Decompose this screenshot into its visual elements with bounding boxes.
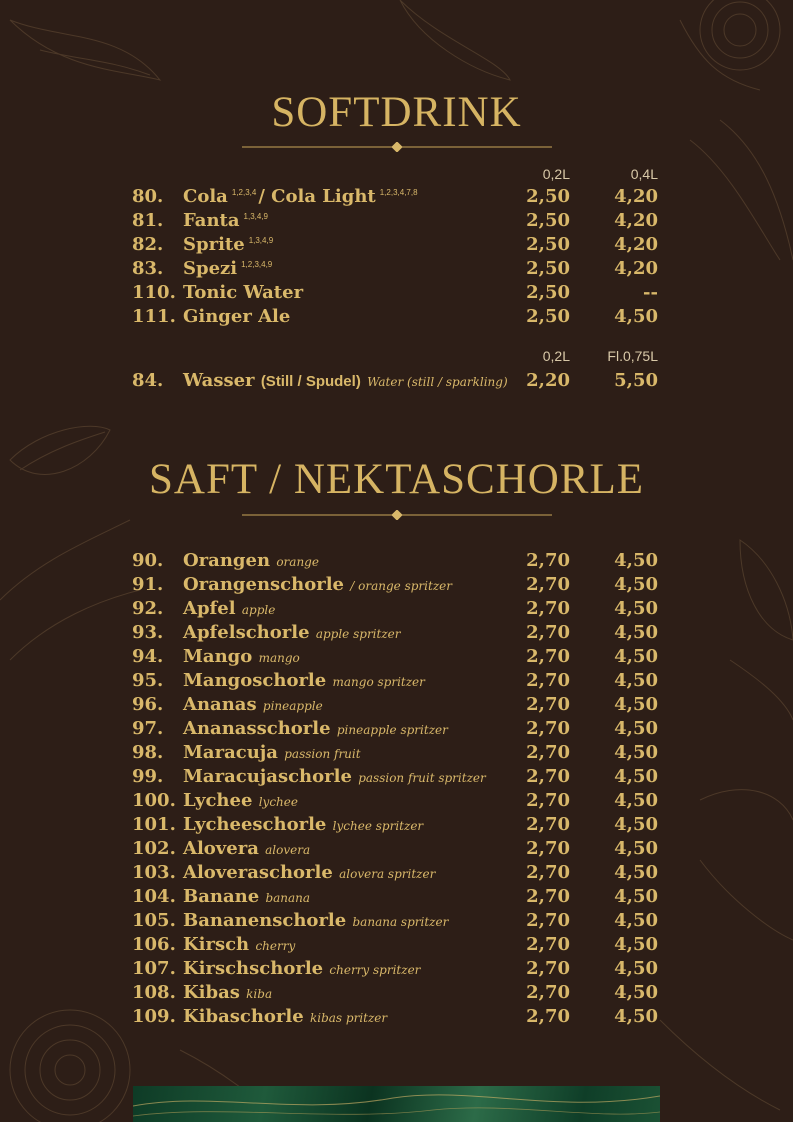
- price-large: 4,50: [614, 862, 658, 883]
- item-number: 107.: [132, 958, 176, 979]
- price-large: 4,20: [614, 186, 658, 207]
- item-number: 111.: [132, 306, 176, 327]
- menu-item: [132, 234, 658, 258]
- item-name: Alovera alovera: [183, 838, 311, 859]
- price-small: 2,70: [526, 622, 570, 643]
- price-small: 2,70: [526, 670, 570, 691]
- item-translation: alovera spritzer: [339, 867, 436, 881]
- item-translation: orange: [276, 555, 319, 569]
- item-translation: lychee: [258, 795, 298, 809]
- menu-item: [132, 186, 658, 210]
- marble-veins: [133, 1086, 660, 1122]
- price-large: 5,50: [614, 370, 658, 391]
- price-large: 4,20: [614, 210, 658, 231]
- price-small: 2,70: [526, 982, 570, 1003]
- item-name: Fanta $^{1,3,4,9}$: [183, 210, 268, 231]
- price-small: 2,70: [526, 646, 570, 667]
- section-title-softdrink: SOFTDRINK: [271, 89, 522, 136]
- price-small: 2,70: [526, 862, 570, 883]
- size-header-large: 0,4L: [630, 166, 658, 182]
- price-small: 2,70: [526, 790, 570, 811]
- item-translation: mango: [258, 651, 300, 665]
- menu-item: [132, 670, 658, 694]
- price-large: 4,50: [614, 718, 658, 739]
- price-small: 2,50: [526, 210, 570, 231]
- item-number: 108.: [132, 982, 176, 1003]
- title-divider: [242, 510, 552, 520]
- item-number: 91.: [132, 574, 164, 595]
- item-name: Bananenschorle banana spritzer: [183, 910, 449, 931]
- item-number: 103.: [132, 862, 176, 883]
- price-large: 4,50: [614, 670, 658, 691]
- item-name: Ananasschorle pineapple spritzer: [183, 718, 448, 739]
- item-translation: passion fruit: [284, 747, 361, 761]
- price-small: 2,70: [526, 958, 570, 979]
- menu-item: [132, 646, 658, 670]
- item-number: 80.: [132, 186, 164, 207]
- item-name: Ginger Ale: [183, 306, 291, 327]
- item-name: Wasser (Still / Spudel) Water (still / sparkling): [183, 370, 508, 391]
- price-large: 4,50: [614, 814, 658, 835]
- item-number: 99.: [132, 766, 164, 787]
- menu-item: [132, 598, 658, 622]
- menu-item: [132, 934, 658, 958]
- item-translation: apple: [241, 603, 276, 617]
- item-name: Kirschschorle cherry spritzer: [183, 958, 421, 979]
- menu-item: [132, 886, 658, 910]
- item-name: Mangoschorle mango spritzer: [183, 670, 425, 691]
- size-header: [132, 348, 658, 368]
- price-large: 4,20: [614, 234, 658, 255]
- item-number: 92.: [132, 598, 164, 619]
- item-translation: alovera: [265, 843, 311, 857]
- price-small: 2,70: [526, 694, 570, 715]
- item-translation: banana spritzer: [352, 915, 449, 929]
- item-number: 82.: [132, 234, 164, 255]
- menu-item: [132, 370, 658, 394]
- item-translation: / orange spritzer: [350, 579, 452, 593]
- item-name: Sprite $^{1,3,4,9}$: [183, 234, 274, 255]
- price-large: 4,50: [614, 886, 658, 907]
- item-number: 81.: [132, 210, 164, 231]
- menu-item: [132, 622, 658, 646]
- item-number: 110.: [132, 282, 176, 303]
- item-number: 94.: [132, 646, 164, 667]
- item-number: 83.: [132, 258, 164, 279]
- menu-item: [132, 1006, 658, 1030]
- item-number: 101.: [132, 814, 176, 835]
- price-large: 4,50: [614, 742, 658, 763]
- price-large: 4,50: [614, 694, 658, 715]
- menu-item: [132, 718, 658, 742]
- item-name: Ananas pineapple: [183, 694, 323, 715]
- menu-item: [132, 814, 658, 838]
- price-large: 4,50: [614, 958, 658, 979]
- price-large: 4,50: [614, 766, 658, 787]
- item-name: Cola $^{1,2,3,4}$ / Cola Light $^{1,2,3,4,7,8}$: [183, 186, 418, 207]
- price-small: 2,50: [526, 234, 570, 255]
- item-name: Lychee lychee: [183, 790, 298, 811]
- item-name: Aloveraschorle alovera spritzer: [183, 862, 436, 883]
- item-number: 109.: [132, 1006, 176, 1027]
- section-title-saft: SAFT / NEKTASCHORLE: [149, 456, 644, 503]
- price-large: 4,20: [614, 258, 658, 279]
- price-small: 2,70: [526, 814, 570, 835]
- price-small: 2,70: [526, 742, 570, 763]
- item-translation: pineapple: [262, 699, 323, 713]
- item-name: Kibas kiba: [183, 982, 273, 1003]
- price-small: 2,70: [526, 550, 570, 571]
- item-name: Tonic Water: [183, 282, 304, 303]
- size-header: [132, 166, 658, 186]
- menu-item: [132, 742, 658, 766]
- menu-item: [132, 790, 658, 814]
- item-name: Spezi $^{1,2,3,4,9}$: [183, 258, 273, 279]
- marble-strip: [133, 1086, 660, 1122]
- menu-item: [132, 958, 658, 982]
- menu-item: [132, 694, 658, 718]
- price-small: 2,70: [526, 910, 570, 931]
- price-large: 4,50: [614, 598, 658, 619]
- item-number: 96.: [132, 694, 164, 715]
- item-number: 95.: [132, 670, 164, 691]
- price-large: 4,50: [614, 646, 658, 667]
- price-large: 4,50: [614, 982, 658, 1003]
- menu-item: [132, 910, 658, 934]
- price-small: 2,70: [526, 574, 570, 595]
- price-small: 2,20: [526, 370, 570, 391]
- item-translation: passion fruit spritzer: [358, 771, 486, 785]
- price-small: 2,70: [526, 598, 570, 619]
- price-large: 4,50: [614, 934, 658, 955]
- item-number: 100.: [132, 790, 176, 811]
- menu-item: [132, 862, 658, 886]
- item-name: Banane banana: [183, 886, 311, 907]
- price-small: 2,70: [526, 886, 570, 907]
- item-name: Mango mango: [183, 646, 300, 667]
- item-name: Apfelschorle apple spritzer: [183, 622, 401, 643]
- item-number: 90.: [132, 550, 164, 571]
- price-small: 2,50: [526, 282, 570, 303]
- item-translation: mango spritzer: [332, 675, 425, 689]
- item-number: 102.: [132, 838, 176, 859]
- menu-item: [132, 766, 658, 790]
- menu-item: [132, 838, 658, 862]
- item-number: 106.: [132, 934, 176, 955]
- price-small: 2,50: [526, 186, 570, 207]
- item-name: Orangenschorle / orange spritzer: [183, 574, 452, 595]
- item-name: Maracujaschorle passion fruit spritzer: [183, 766, 486, 787]
- item-number: 98.: [132, 742, 164, 763]
- menu-item: [132, 210, 658, 234]
- item-name: Orangen orange: [183, 550, 319, 571]
- item-name: Apfel apple: [183, 598, 276, 619]
- item-number: 97.: [132, 718, 164, 739]
- item-number: 105.: [132, 910, 176, 931]
- item-translation: lychee spritzer: [332, 819, 424, 833]
- item-translation: kiba: [246, 987, 273, 1001]
- item-number: 93.: [132, 622, 164, 643]
- price-small: 2,70: [526, 838, 570, 859]
- price-small: 2,70: [526, 718, 570, 739]
- item-name: Lycheeschorle lychee spritzer: [183, 814, 424, 835]
- price-small: 2,70: [526, 766, 570, 787]
- price-large: 4,50: [614, 306, 658, 327]
- menu-item: [132, 982, 658, 1006]
- size-header-large: Fl.0,75L: [607, 348, 658, 364]
- menu-item: [132, 306, 658, 330]
- size-header-small: 0,2L: [542, 348, 570, 364]
- price-small: 2,50: [526, 258, 570, 279]
- item-name: Kibaschorle kibas pritzer: [183, 1006, 388, 1027]
- item-translation: kibas pritzer: [309, 1011, 388, 1025]
- price-large: 4,50: [614, 1006, 658, 1027]
- title-divider: [242, 142, 552, 152]
- price-small: 2,70: [526, 934, 570, 955]
- item-translation: cherry: [255, 939, 296, 953]
- price-large: 4,50: [614, 550, 658, 571]
- price-large: 4,50: [614, 910, 658, 931]
- item-name: Maracuja passion fruit: [183, 742, 361, 763]
- item-translation: cherry spritzer: [329, 963, 421, 977]
- menu-item: [132, 258, 658, 282]
- price-small: 2,70: [526, 1006, 570, 1027]
- price-large: 4,50: [614, 622, 658, 643]
- item-name: Kirsch cherry: [183, 934, 296, 955]
- item-translation: pineapple spritzer: [336, 723, 448, 737]
- menu-item: [132, 282, 658, 306]
- item-translation: apple spritzer: [315, 627, 401, 641]
- item-number: 84.: [132, 370, 164, 391]
- menu-item: [132, 550, 658, 574]
- price-large: --: [643, 282, 658, 303]
- item-translation: banana: [265, 891, 311, 905]
- item-number: 104.: [132, 886, 176, 907]
- price-large: 4,50: [614, 790, 658, 811]
- price-large: 4,50: [614, 574, 658, 595]
- price-large: 4,50: [614, 838, 658, 859]
- size-header-small: 0,2L: [542, 166, 570, 182]
- menu-item: [132, 574, 658, 598]
- price-small: 2,50: [526, 306, 570, 327]
